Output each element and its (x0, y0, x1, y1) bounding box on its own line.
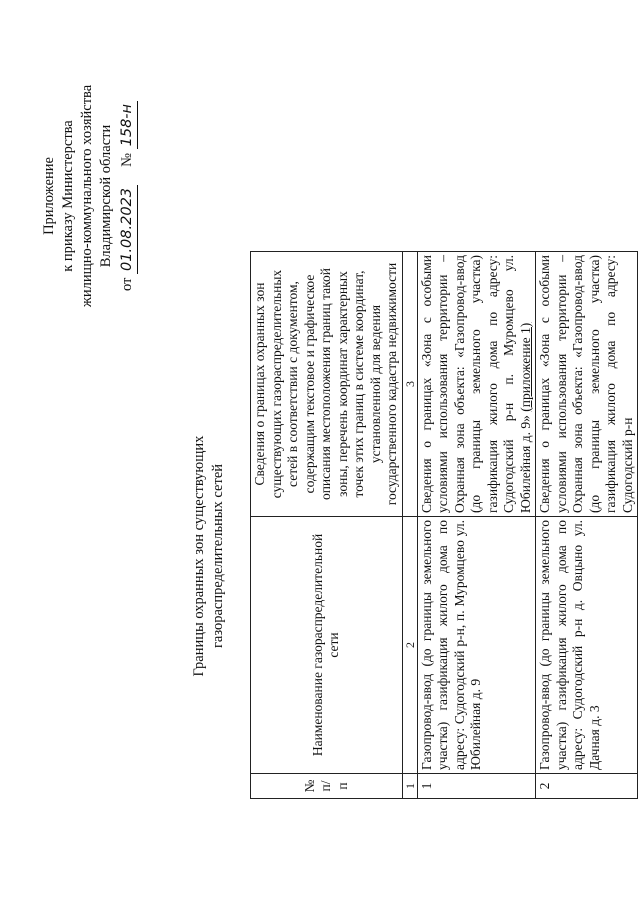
header-network-name: Наименование газораспределительной сети (251, 517, 403, 774)
appendix-region: Владимирской области (98, 124, 114, 268)
handwritten-date: 01.08.2023 (118, 185, 138, 274)
appendix-header (40, 71, 138, 321)
column-number: 1 (402, 774, 417, 799)
table-header-row (251, 252, 403, 799)
appendix-label: Приложение (41, 157, 57, 235)
column-number: 3 (402, 252, 417, 517)
row-number: 1 (417, 774, 536, 799)
row-boundary-info (417, 252, 536, 517)
appendix-ministry: жилищно-коммунального хозяйства (79, 84, 95, 308)
row-network-name: Газопровод-ввод (до границы земельного участка) газификация жилого дома по адресу: Судогодский р-н, п. Муромцево ул. Юбилейная д. 9 (417, 517, 536, 774)
header-number: № п/п (251, 774, 403, 799)
header-boundary-info: Сведения о границах охранных зон существующих газораспределительных сетей в соответствии с документом, содержащим текстовое и графическое описания местоположения границ такой зоны, перечень координат характерных точек этих границ в системе координат, установленной для ведения государственного кадастра недвижимости (251, 252, 403, 517)
appendix-link[interactable]: (приложение 1) (517, 322, 533, 412)
appendix-date-number (118, 71, 138, 321)
row-number: 2 (536, 774, 638, 799)
column-number-row (402, 252, 417, 799)
row-boundary-info: Сведения о границах «Зона с особыми условиями использования территории – Охранная зона объекта: «Газопровод-ввод (до границы земельного участка) газификация жилого дома по адресу: Судогодский р-н (536, 252, 638, 517)
table-row (417, 252, 536, 799)
column-number: 2 (402, 517, 417, 774)
title-line-1: Границы охранных зон существующих (191, 435, 207, 677)
row-boundary-text: Сведения о границах «Зона с особыми условиями использования территории – Охранная зона объекта: «Газопровод-ввод (до границы земельного участка) газификация жилого дома по адресу: Судогодский р-н п. Муромцево ул. Юбилейная д. 9» (418, 255, 533, 513)
table-row (536, 252, 638, 799)
appendix-order-ref: к приказу Министерства (60, 120, 76, 272)
document-title (190, 431, 228, 681)
title-line-2: газораспределительных сетей (210, 463, 226, 649)
boundaries-table (250, 251, 638, 799)
date-prefix: от (119, 277, 135, 292)
handwritten-number: 158-н (118, 101, 138, 149)
number-prefix: № (119, 153, 135, 167)
row-network-name: Газопровод-ввод (до границы земельного участка) газификация жилого дома по адресу: Судогодский р-н д. Овцыно ул. Дачная д. 3 (536, 517, 638, 774)
